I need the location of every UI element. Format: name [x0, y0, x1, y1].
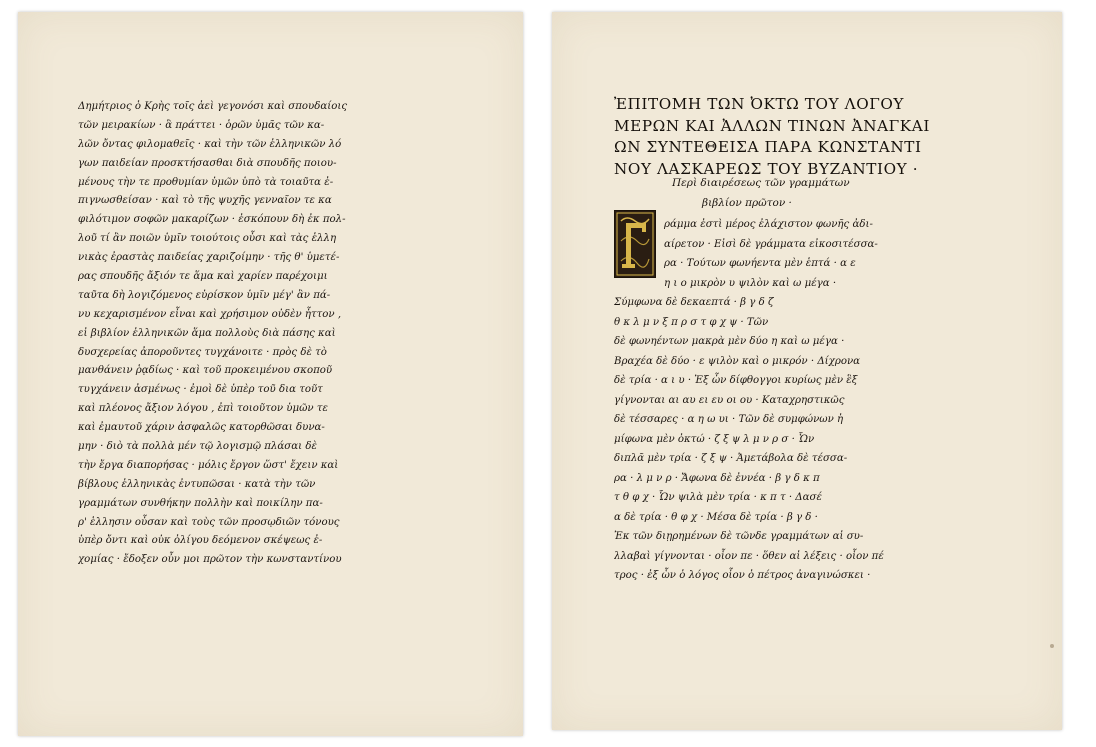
- text-line: διπλᾶ μὲν τρία · ζ ξ ψ · Ἀμετάβολα δὲ τέσσα-: [614, 453, 848, 464]
- text-line: η ι ο μικρὸν υ ψιλὸν καὶ ω μέγα ·: [664, 277, 837, 289]
- text-line: Βραχέα δὲ δύο · ε ψιλὸν καὶ ο μικρόν · Δίχρονα: [614, 355, 861, 367]
- text-line: πιγνωσθείσαν · καὶ τὸ τῆς ψυχῆς γενναῖον τε κα: [78, 195, 332, 207]
- text-line: μανθάνειν ῥᾳδίως · καὶ τοῦ προκειμένου σκοποῦ: [78, 365, 333, 377]
- book-heading: βιβλίον πρῶτον ·: [702, 197, 792, 209]
- text-line: γων παιδείαν προσκτήσασθαι διὰ σπουδῆς ποιου-: [78, 157, 337, 169]
- text-line: ρα · Τούτων φωνήεντα μὲν ἑπτά · α ε: [664, 258, 856, 269]
- text-line: α δὲ τρία · θ φ χ · Μέσα δὲ τρία · β γ δ ·: [614, 511, 818, 523]
- right-page: [552, 12, 1062, 730]
- left-page-text: [78, 98, 448, 570]
- left-page: [18, 12, 523, 736]
- page-title: [614, 94, 994, 180]
- text-line: δὲ τέσσαρες · α η ω υι · Τῶν δὲ συμφώνων ἡ: [614, 414, 844, 425]
- text-line: λλαβαὶ γίγνονται · οἷον πε · ὅθεν αἱ λέξεις · οἷον πέ: [614, 550, 884, 562]
- title-line: ἘΠΙΤΟΜΗ ΤΩΝ ὈΚΤΩ ΤΟΥ ΛΟΓΟΥ: [614, 95, 905, 113]
- title-line: ΝΟΥ ΛΑΣΚΑΡΕΩΣ ΤΟΥ ΒΥΖΑΝΤΙΟΥ ·: [614, 159, 919, 178]
- text-line: θ κ λ μ ν ξ π ρ σ τ φ χ ψ · Τῶν: [614, 316, 769, 328]
- text-line: καὶ ἐμαυτοῦ χάριν ἀσφαλῶς κατορθῶσαι δυνα-: [78, 422, 325, 434]
- text-line: Δημήτριος ὁ Κρὴς τοῖς ἀεὶ γεγονόσι καὶ σπουδαίοις: [78, 101, 348, 112]
- text-line: φιλότιμον σοφῶν μακαρίζων · ἐσκόπουν δὴ ἐκ πολ-: [78, 214, 346, 226]
- text-line: Ἐκ τῶν διῃρημένων δὲ τῶνδε γραμμάτων αἱ συ-: [614, 531, 864, 542]
- text-line: τυγχάνειν ἀσμένως · ἐμοὶ δὲ ὑπὲρ τοῦ δια τοῦτ: [78, 384, 323, 396]
- text-line: ρα · λ μ ν ρ · Ἄφωνα δὲ ἐννέα · β γ δ κ π: [614, 472, 820, 484]
- text-line: αίρετον · Εἰσὶ δὲ γράμματα εἰκοσιτέσσα-: [664, 238, 878, 250]
- text-line: δυσχερείας ἀποροῦντες τυγχάνοιτε · πρὸς δὲ τὸ: [78, 346, 327, 358]
- text-line: λοῦ τί ἂν ποιῶν ὑμῖν τοιούτοις οὖσι καὶ τὰς ἑλλη: [78, 233, 337, 245]
- text-line: τῶν μειρακίων · ἃ πράττει · ὁρῶν ὑμᾶς τῶν κα-: [78, 119, 325, 131]
- text-line: δὲ φωνηέντων μακρὰ μὲν δύο η καὶ ω μέγα ·: [614, 336, 845, 347]
- text-line: βίβλους ἑλληνικὰς ἐντυπῶσαι · κατὰ τὴν τῶν: [78, 478, 316, 490]
- text-line: νυ κεχαρισμένον εἶναι καὶ χρήσιμον οὐδὲν ἧττον ,: [78, 308, 342, 320]
- text-line: τρος · ἐξ ὧν ὁ λόγος οἷον ὁ πέτρος ἀναγινώσκει ·: [614, 570, 871, 581]
- text-line: μένους τὴν τε προθυμίαν ὑμῶν ὑπὸ τὰ τοιαῦτα ἐ-: [78, 176, 334, 188]
- text-line: δὲ τρία · α ι υ · Ἐξ ὧν δίφθογγοι κυρίως μὲν ἓξ: [614, 375, 858, 386]
- text-line: εἰ βιβλίον ἑλληνικῶν ἅμα πολλοὺς διὰ πάσης καὶ: [78, 327, 336, 339]
- title-line: ΩΝ ΣΥΝΤΕΘΕΙΣΑ ΠΑΡΑ ΚΩΝΣΤΑΝΤΙ: [614, 138, 922, 156]
- chapter-heading: Περὶ διαιρέσεως τῶν γραμμάτων: [672, 177, 850, 189]
- text-line: μίφωνα μὲν ὀκτώ · ζ ξ ψ λ μ ν ρ σ · Ὧν: [614, 433, 815, 445]
- text-line: ταῦτα δὴ λογιζόμενος εὑρίσκον ὑμῖν μέγ' ἂν πά-: [78, 289, 331, 301]
- text-line: τὴν ἔργα διαπορήσας · μόλις ἔργον ὥστ' ἔχειν καὶ: [78, 459, 339, 471]
- text-line: χομίας · ἔδοξεν οὖν μοι πρῶτον τὴν κωνσταντίνου: [78, 554, 342, 566]
- text-line: μην · διὸ τὰ πολλὰ μέν τῷ λογισμῷ πλάσαι δὲ: [78, 441, 317, 453]
- text-line: Σύμφωνα δὲ δεκαεπτά · β γ δ ζ: [614, 297, 774, 308]
- text-line: ὑπὲρ ὄντι καὶ οὐκ ὀλίγου δεόμενον σκέψεως ἐ-: [78, 535, 323, 547]
- text-line: καὶ πλέονος ἄξιον λόγου , ἐπὶ τοιοῦτον ὑμῶν τε: [78, 403, 328, 415]
- text-line: γραμμάτων συνθήκην πολλὴν καὶ ποικίλην πα-: [78, 497, 323, 509]
- title-line: ΜΕΡΩΝ ΚΑΙ ἈΛΛΩΝ ΤΙΝΩΝ ἈΝΑΓΚΑΙ: [614, 116, 930, 135]
- paper-speck: [1050, 644, 1054, 648]
- text-line: ρας σπουδῆς ἄξιόν τε ἅμα καὶ χαρίεν παρέχοιμι: [78, 271, 328, 283]
- text-line: ράμμα ἐστὶ μέρος ἐλάχιστον φωνῆς ἀδι-: [664, 219, 873, 230]
- text-line: τ θ φ χ · Ὧν ψιλὰ μὲν τρία · κ π τ · Δασέ: [614, 492, 822, 503]
- text-line: γίγνονται αι αυ ει ευ οι ου · Καταχρηστικῶς: [614, 394, 845, 406]
- text-line: ρ' ἑλλησιν οὖσαν καὶ τοὺς τῶν προσῳδιῶν τόνους: [78, 516, 340, 528]
- right-page-text: [614, 215, 994, 586]
- text-line: νικὰς ἐραστὰς παιδείας χαριζοίμην · τῆς θ' ὑμετέ-: [78, 252, 340, 264]
- text-line: λῶν ὄντας φιλομαθεῖς · καὶ τὴν τῶν ἑλληνικῶν λό: [78, 138, 342, 150]
